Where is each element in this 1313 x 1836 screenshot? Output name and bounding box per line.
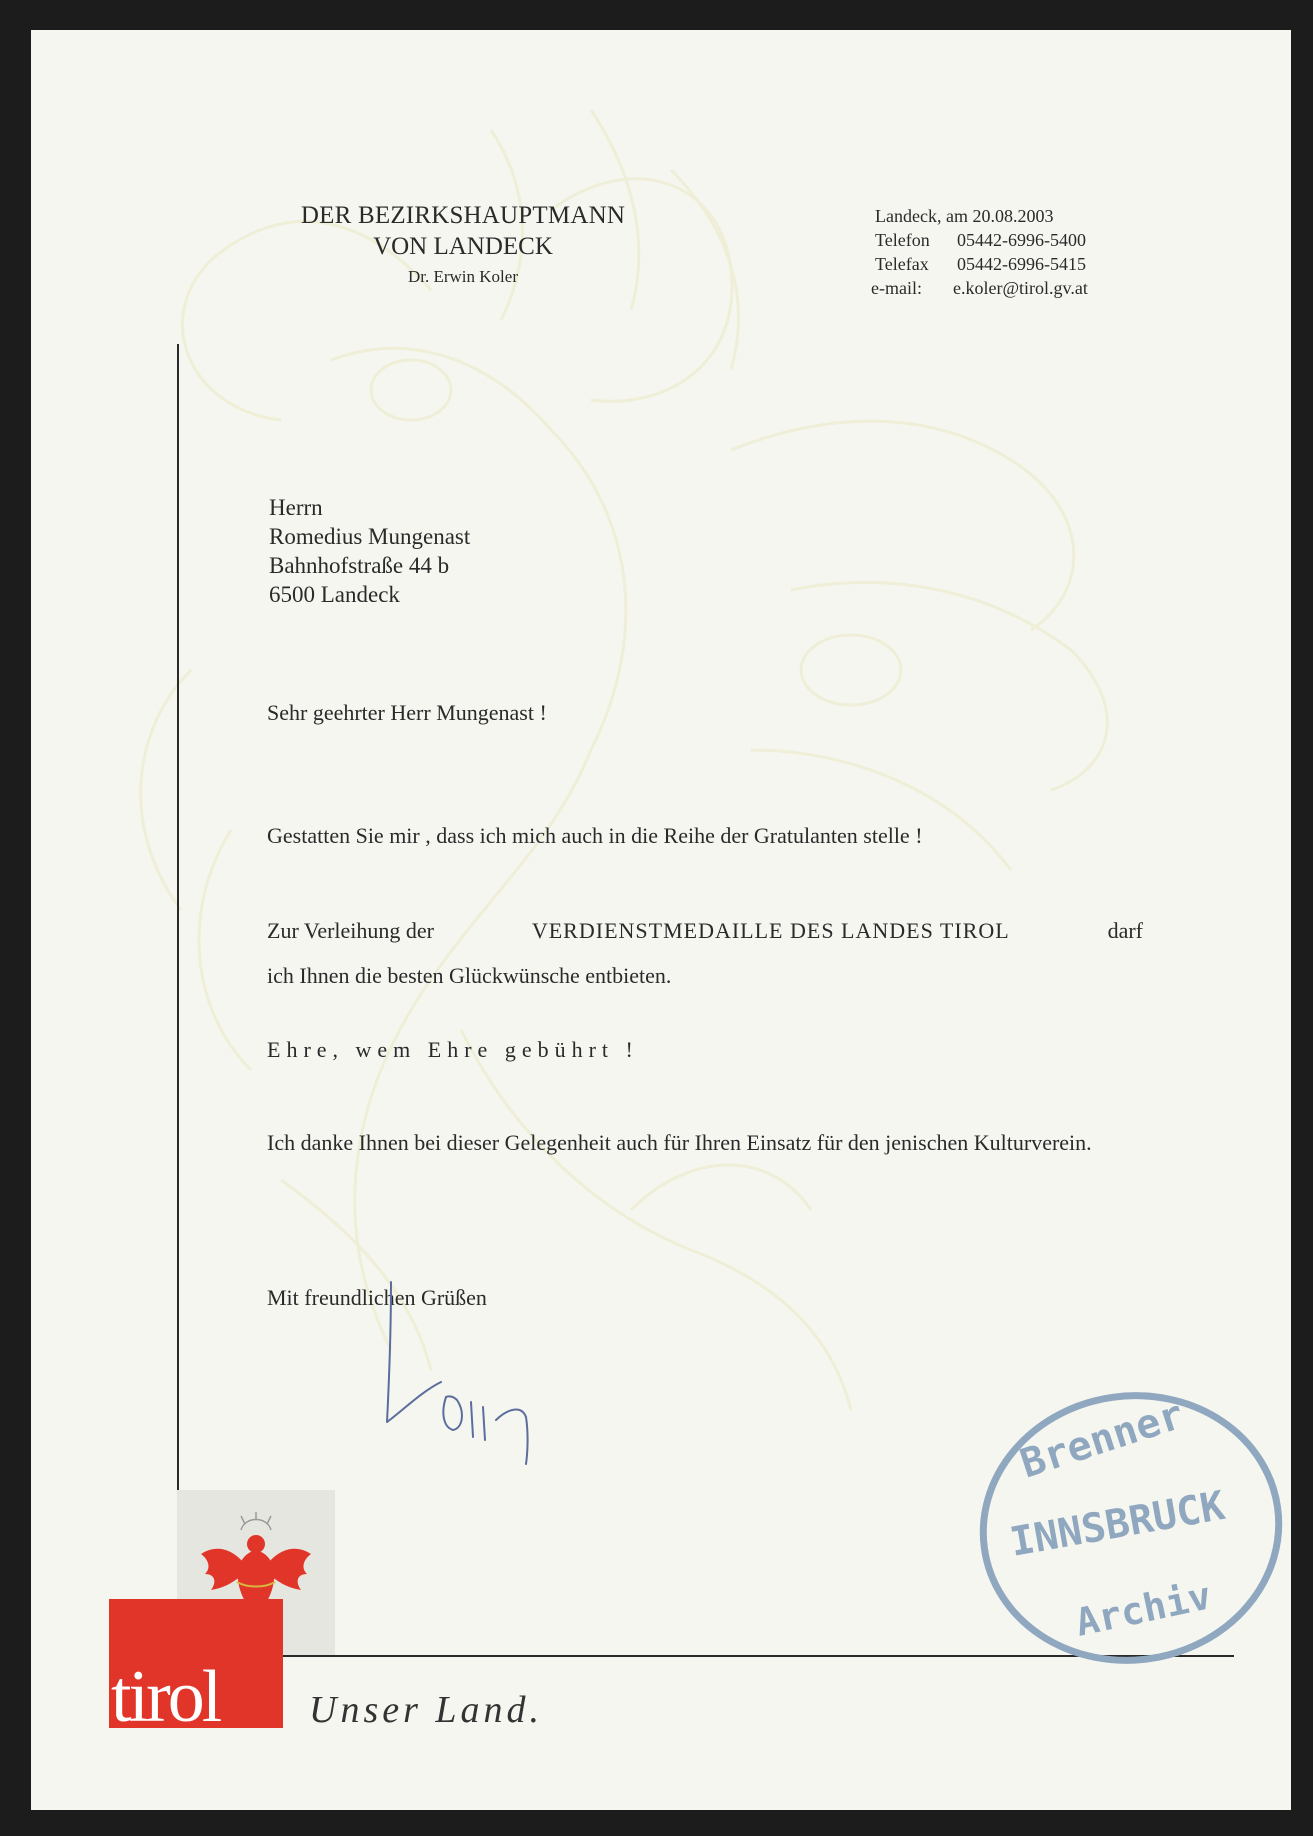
fax-label: Telefax xyxy=(875,254,929,274)
fax-row xyxy=(871,252,1088,276)
handwritten-signature xyxy=(361,1252,561,1492)
stamp-line-2: INNSBRUCK xyxy=(1006,1482,1229,1566)
paragraph-2-intro: Zur Verleihung der xyxy=(267,918,434,943)
recipient-city: 6500 Landeck xyxy=(269,582,400,607)
fax-value: 05442-6996-5415 xyxy=(957,254,1086,274)
place-date: Landeck, am 20.08.2003 xyxy=(875,206,1054,226)
sender-name: Dr. Erwin Koler xyxy=(407,267,518,286)
recipient-address xyxy=(269,493,470,609)
archive-stamp xyxy=(971,1378,1291,1678)
phone-row xyxy=(871,228,1088,252)
phone-label: Telefon xyxy=(875,230,930,250)
recipient-street: Bahnhofstraße 44 b xyxy=(269,553,450,578)
email-value: e.koler@tirol.gv.at xyxy=(953,278,1088,298)
closing: Mit freundlichen Grüßen xyxy=(267,1285,487,1310)
slogan: Unser Land. xyxy=(309,1689,544,1731)
phone-value: 05442-6996-5400 xyxy=(957,230,1086,250)
letterhead-contact xyxy=(871,204,1088,300)
tirol-logo xyxy=(109,1599,283,1738)
letterhead-sender xyxy=(243,202,683,287)
email-row xyxy=(871,276,1088,300)
sender-district: VON LANDECK xyxy=(373,233,553,260)
stamp-line-1: Brenner xyxy=(1014,1391,1190,1488)
sender-title: DER BEZIRKSHAUPTMANN xyxy=(300,202,626,229)
salutation: Sehr geehrter Herr Mungenast ! xyxy=(267,700,547,725)
paragraph-2-verb: darf xyxy=(1107,918,1143,943)
email-label: e-mail: xyxy=(871,278,922,298)
paragraph-4: Ich danke Ihnen bei dieser Gelegenheit auch für Ihren Einsatz für den jenischen Kulturverein. xyxy=(267,1130,1092,1155)
stamp-line-3: Archiv xyxy=(1071,1573,1216,1645)
paragraph-2 xyxy=(267,908,1143,998)
letter-page xyxy=(31,30,1291,1810)
recipient-title: Herrn xyxy=(269,495,323,520)
frame-vertical-line xyxy=(177,344,179,1656)
recipient-name: Romedius Mungenast xyxy=(269,524,471,549)
tirol-logo-text: tirol xyxy=(111,1656,220,1738)
paragraph-3: Ehre, wem Ehre gebührt ! xyxy=(267,1037,639,1062)
paragraph-2-rest: ich Ihnen die besten Glückwünsche entbieten. xyxy=(267,963,672,988)
medal-name: VERDIENSTMEDAILLE DES LANDES TIROL xyxy=(531,918,1010,943)
paragraph-1: Gestatten Sie mir , dass ich mich auch in die Reihe der Gratulanten stelle ! xyxy=(267,823,923,848)
